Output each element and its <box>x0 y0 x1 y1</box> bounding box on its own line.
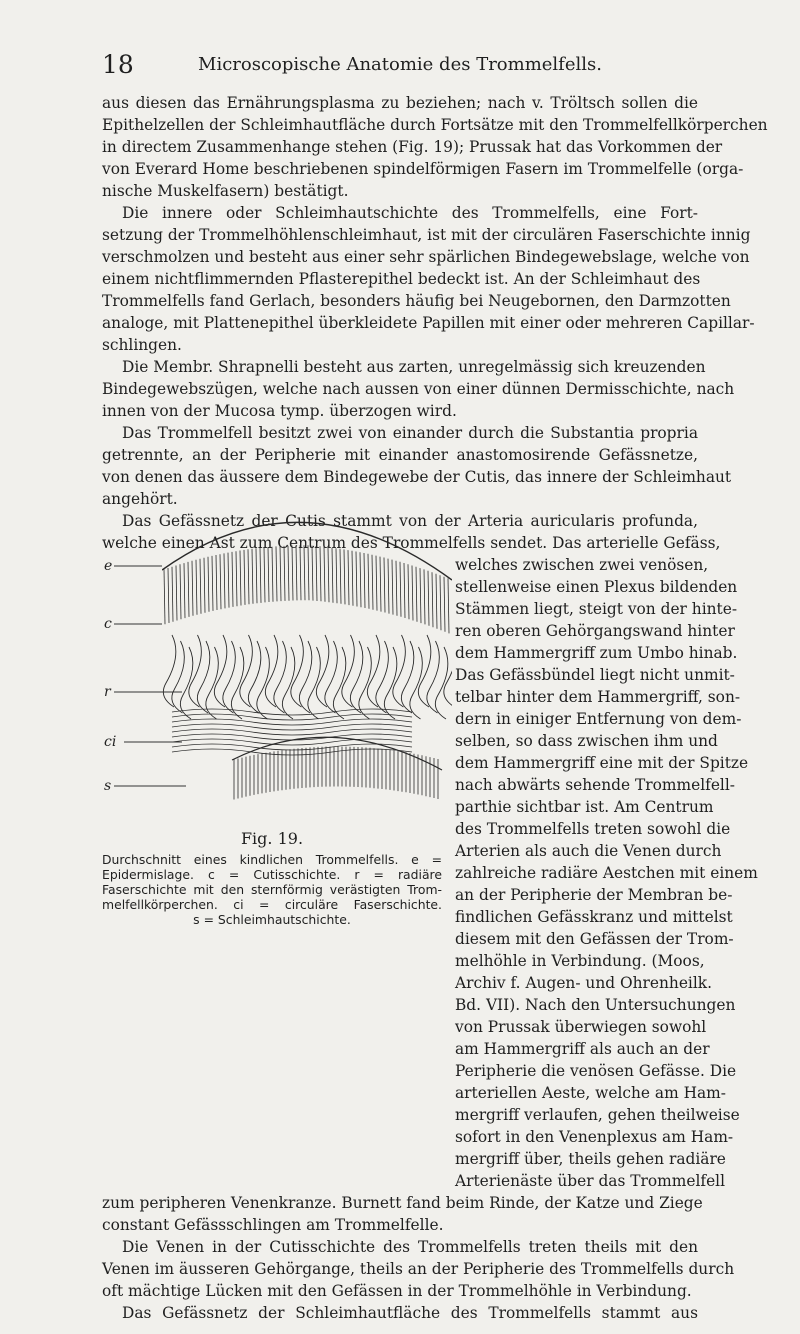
caption-line: Faserschichte mit den sternförmig verästigten Trom- <box>102 882 442 897</box>
text-line: Arterien als auch die Venen durch <box>455 842 722 860</box>
text-line: findlichen Gefässkranz und mittelst <box>455 908 733 926</box>
text-line: melhöhle in Verbindung. (Moos, <box>455 952 705 970</box>
text-line: Trommelfells fand Gerlach, besonders häufig bei Neugebornen, den Darmzotten <box>102 292 731 310</box>
caption-line: s = Schleimhautschichte. <box>193 912 351 927</box>
text-line: mergriff über, theils gehen radiäre <box>455 1150 726 1168</box>
text-line: diesem mit den Gefässen der Trom- <box>455 930 734 948</box>
text-line: zum peripheren Venenkranze. Burnett fand beim Rinde, der Katze und Ziege <box>102 1194 703 1212</box>
text-line: dern in einiger Entfernung von dem- <box>455 710 742 728</box>
text-line: verschmolzen und besteht aus einer sehr spärlichen Bindegewebslage, welche von <box>102 248 750 266</box>
fig-label-ci: ci <box>104 734 117 750</box>
text-line: setzung der Trommelhöhlenschleimhaut, ist mit der circulären Faserschichte innig <box>102 226 751 244</box>
text-line: arteriellen Aeste, welche am Ham- <box>455 1084 726 1102</box>
text-line: aus diesen das Ernährungsplasma zu beziehen; nach v. Tröltsch sollen die <box>102 94 698 112</box>
text-line: Archiv f. Augen- und Ohrenheilk. <box>455 974 712 992</box>
text-line: constant Gefässschlingen am Trommelfelle. <box>102 1216 444 1234</box>
text-line: telbar hinter dem Hammergriff, son- <box>455 688 741 706</box>
text-line: Peripherie die venösen Gefässe. Die <box>455 1062 737 1080</box>
fig-label-e: e <box>104 558 113 574</box>
fig-label-r: r <box>104 684 111 700</box>
caption-line: Durchschnitt eines kindlichen Trommelfells. e = <box>102 852 442 867</box>
text-line: am Hammergriff als auch an der <box>455 1040 710 1058</box>
text-line: nach abwärts sehende Trommelfell- <box>455 776 735 794</box>
text-line: ren oberen Gehörgangswand hinter <box>455 622 735 640</box>
text-line: Das Gefässnetz der Cutis stammt von der Arteria auricularis profunda, <box>122 512 698 530</box>
text-line: Das Trommelfell besitzt zwei von einander durch die Substantia propria <box>122 424 698 442</box>
text-line: Das Gefässnetz der Schleimhautfläche des Trommelfells stammt aus <box>122 1304 698 1322</box>
text-line: Arterienäste über das Trommelfell <box>455 1172 726 1190</box>
caption-line: Epidermislage. c = Cutisschichte. r = radiäre <box>102 867 442 882</box>
illustration-strokes <box>162 522 456 799</box>
text-line: Bindegewebszügen, welche nach aussen von einer dünnen Dermisschichte, nach <box>102 380 735 398</box>
text-line: getrennte, an der Peripherie mit einander anastomosirende Gefässnetze, <box>102 446 698 464</box>
text-line: in directem Zusammenhange stehen (Fig. 19); Prussak hat das Vorkommen der <box>102 138 723 156</box>
fig-label-s: s <box>104 778 112 794</box>
text-line: nische Muskelfasern) bestätigt. <box>102 182 349 200</box>
text-line: parthie sichtbar ist. Am Centrum <box>455 798 714 816</box>
text-line: von Everard Home beschriebenen spindelförmigen Fasern im Trommelfelle (orga- <box>102 160 744 178</box>
text-line: Venen im äusseren Gehörgange, theils an der Peripherie des Trommelfells durch <box>102 1260 735 1278</box>
running-title: Microscopische Anatomie des Trommelfells. <box>198 54 602 75</box>
text-line: Die innere oder Schleimhautschichte des Trommelfells, eine Fort- <box>122 204 698 222</box>
figure-title: Fig. 19. <box>240 829 304 848</box>
caption-line: melfellkörperchen. ci = circuläre Faserschichte. <box>102 897 442 912</box>
text-line: dem Hammergriff eine mit der Spitze <box>455 754 749 772</box>
figure-19 <box>102 470 452 830</box>
text-line: innen von der Mucosa tymp. überzogen wird. <box>102 402 457 420</box>
page-header <box>0 50 800 86</box>
text-line: Bd. VII). Nach den Untersuchungen <box>455 996 736 1014</box>
text-line: welche einen Ast zum Centrum des Trommelfells sendet. Das arterielle Gefäss, <box>102 534 721 552</box>
text-line: analoge, mit Plattenepithel überkleidete Papillen mit einer oder mehreren Capillar- <box>102 314 755 332</box>
histology-illustration <box>102 470 452 830</box>
text-line: von denen das äussere dem Bindegewebe der Cutis, das innere der Schleimhaut <box>102 468 732 486</box>
text-line: angehört. <box>102 490 178 508</box>
text-line: des Trommelfells treten sowohl die <box>455 820 731 838</box>
text-line: zahlreiche radiäre Aestchen mit einem <box>455 864 758 882</box>
fig-label-c: c <box>104 616 112 632</box>
text-line: Die Venen in der Cutisschichte des Trommelfells treten theils mit den <box>122 1238 698 1256</box>
page-number: 18 <box>102 50 134 79</box>
text-line: einem nichtflimmernden Pflasterepithel bedeckt ist. An der Schleimhaut des <box>102 270 701 288</box>
text-line: von Prussak überwiegen sowohl <box>455 1018 707 1036</box>
text-line: stellenweise einen Plexus bildenden <box>455 578 738 596</box>
text-line: an der Peripherie der Membran be- <box>455 886 733 904</box>
text-line: welches zwischen zwei venösen, <box>455 556 709 574</box>
text-line: sofort in den Venenplexus am Ham- <box>455 1128 734 1146</box>
text-line: Das Gefässbündel liegt nicht unmit- <box>455 666 735 684</box>
text-line: mergriff verlaufen, gehen theilweise <box>455 1106 740 1124</box>
text-line: Epithelzellen der Schleimhautfläche durch Fortsätze mit den Trommelfellkörperchen <box>102 116 768 134</box>
text-line: Die Membr. Shrapnelli besteht aus zarten, unregelmässig sich kreuzenden <box>122 358 706 376</box>
text-line: dem Hammergriff zum Umbo hinab. <box>455 644 738 662</box>
text-line: Stämmen liegt, steigt von der hinte- <box>455 600 738 618</box>
text-line: schlingen. <box>102 336 182 354</box>
text-line: oft mächtige Lücken mit den Gefässen in der Trommelhöhle in Verbindung. <box>102 1282 692 1300</box>
text-line: selben, so dass zwischen ihm und <box>455 732 718 750</box>
